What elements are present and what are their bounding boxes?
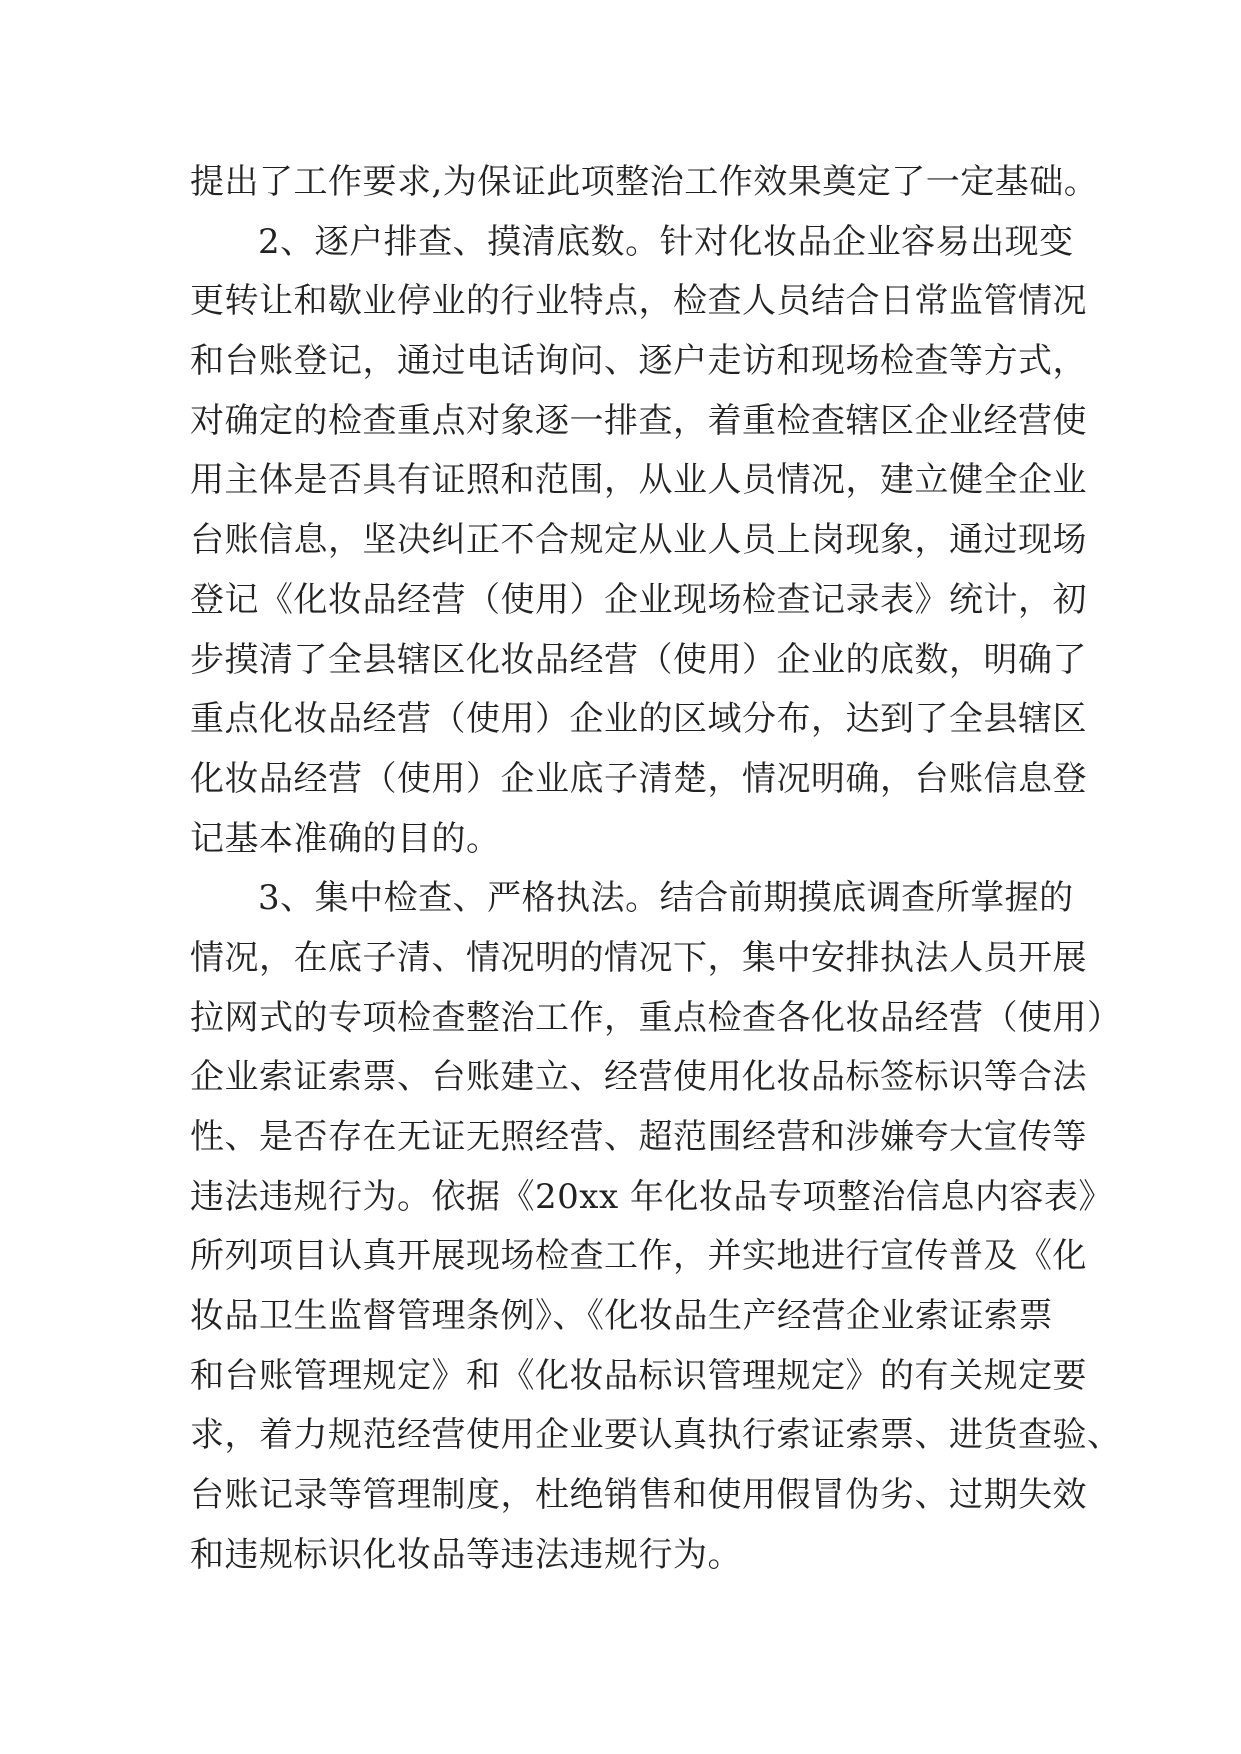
- text-line: 记基本准确的目的。: [190, 818, 501, 859]
- text-line: 违法违规行为。依据《20xx 年化妆品专项整治信息内容表》: [190, 1176, 1113, 1217]
- text-line: 更转让和歇业停业的行业特点，检查人员结合日常监管情况: [190, 281, 1087, 322]
- text-line: 妆品卫生监督管理条例》、《化妆品生产经营企业索证索票: [190, 1296, 1053, 1337]
- text-line: 提出了工作要求,为保证此项整治工作效果奠定了一定基础。: [190, 162, 1099, 202]
- text-line: 情况，在底子清、情况明的情况下，集中安排执法人员开展: [190, 937, 1087, 978]
- body-text: [190, 153, 1122, 1586]
- text-line: 步摸清了全县辖区化妆品经营（使用）企业的底数，明确了: [190, 639, 1087, 680]
- paragraph-3-first-line: 3、集中检查、严格执法。结合前期摸底调查所掌握的: [258, 878, 1074, 919]
- text-line: 和台账登记，通过电话询问、逐户走访和现场检查等方式，: [190, 341, 1087, 382]
- text-line: 台账信息，坚决纠正不合规定从业人员上岗现象，通过现场: [190, 520, 1087, 561]
- text-line: 用主体是否具有证照和范围，从业人员情况，建立健全企业: [190, 460, 1087, 501]
- text-line: 企业索证索票、台账建立、经营使用化妆品标签标识等合法: [190, 1057, 1087, 1098]
- text-line: 台账记录等管理制度，杜绝销售和使用假冒伪劣、过期失效: [190, 1475, 1087, 1516]
- text-line: 重点化妆品经营（使用）企业的区域分布，达到了全县辖区: [190, 699, 1087, 740]
- text-line: 对确定的检查重点对象逐一排查，着重检查辖区企业经营使: [190, 400, 1087, 441]
- paragraph-2-first-line: 2、逐户排查、摸清底数。针对化妆品企业容易出现变: [258, 221, 1074, 262]
- text-line: 求，着力规范经营使用企业要认真执行索证索票、进货查验、: [190, 1415, 1122, 1456]
- text-line: 所列项目认真开展现场检查工作，并实地进行宣传普及《化: [190, 1236, 1087, 1277]
- text-line: 和违规标识化妆品等违法违规行为。: [190, 1534, 742, 1575]
- text-line: 登记《化妆品经营（使用）企业现场检查记录表》统计，初: [190, 579, 1087, 620]
- text-line: 性、是否存在无证无照经营、超范围经营和涉嫌夸大宣传等: [190, 1117, 1087, 1157]
- text-line: 和台账管理规定》和《化妆品标识管理规定》的有关规定要: [190, 1355, 1087, 1396]
- text-line: 拉网式的专项检查整治工作，重点检查各化妆品经营（使用）: [190, 997, 1122, 1038]
- text-line: 化妆品经营（使用）企业底子清楚，情况明确，台账信息登: [190, 758, 1087, 799]
